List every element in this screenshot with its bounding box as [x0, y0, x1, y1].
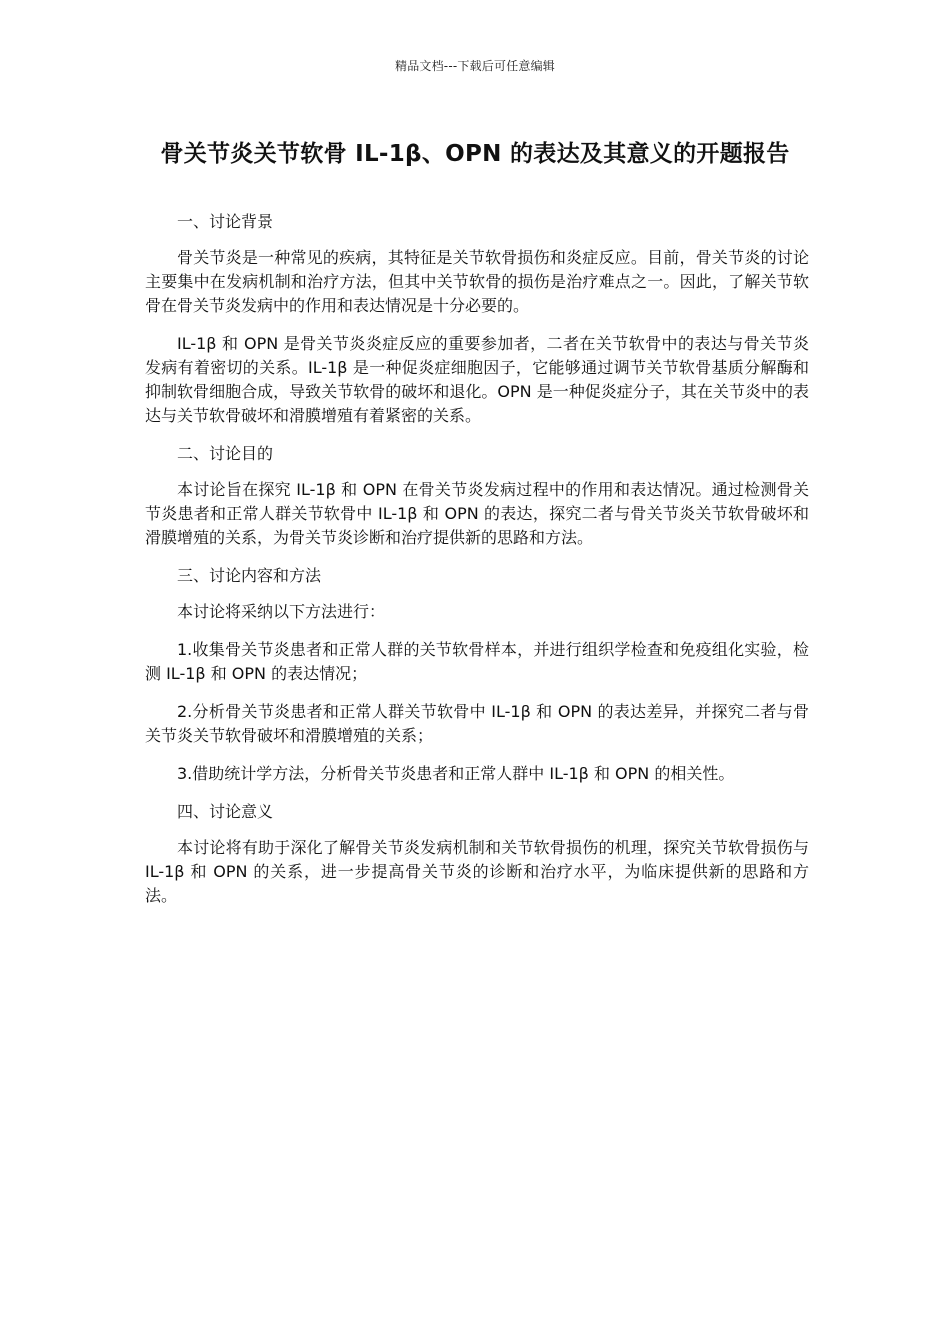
paragraph-methods-intro: 本讨论将采纳以下方法进行：: [177, 602, 386, 621]
section-heading-purpose: 二、讨论目的: [177, 444, 274, 463]
paragraph-purpose-1: 本讨论旨在探究 IL-1β 和 OPN 在骨关节炎发病过程中的作用和表达情况。通过检测骨关节炎患者和正常人群关节软骨中 IL-1β 和 OPN 的表达，探究二者与骨关节炎关节软骨破坏和滑膜增殖的关系，为骨关节炎诊断和治疗提供新的思路和方法。: [145, 480, 809, 547]
header-note: 精品文档---下载后可任意编辑: [395, 59, 555, 73]
list-item-method-3: 3.借助统计学方法，分析骨关节炎患者和正常人群中 IL-1β 和 OPN 的相关性。: [177, 764, 735, 783]
section-heading-significance: 四、讨论意义: [177, 802, 274, 821]
paragraph-significance-1: 本讨论将有助于深化了解骨关节炎发病机制和关节软骨损伤的机理，探究关节软骨损伤与 IL-1β 和 OPN 的关系，进一步提高骨关节炎的诊断和治疗水平，为临床提供新的思路和方法。: [145, 838, 809, 905]
paragraph-background-1: 骨关节炎是一种常见的疾病，其特征是关节软骨损伤和炎症反应。目前，骨关节炎的讨论主要集中在发病机制和治疗方法，但其中关节软骨的损伤是治疗难点之一。因此，了解关节软骨在骨关节炎发病中的作用和表达情况是十分必要的。: [145, 248, 809, 315]
section-heading-background: 一、讨论背景: [177, 212, 274, 231]
document-title: 骨关节炎关节软骨 IL-1β、OPN 的表达及其意义的开题报告: [160, 141, 790, 167]
list-item-method-1: 1.收集骨关节炎患者和正常人群的关节软骨样本，并进行组织学检查和免疫组化实验，检测 IL-1β 和 OPN 的表达情况；: [145, 640, 809, 683]
list-item-method-2: 2.分析骨关节炎患者和正常人群关节软骨中 IL-1β 和 OPN 的表达差异，并探究二者与骨关节炎关节软骨破坏和滑膜增殖的关系；: [145, 702, 809, 745]
section-heading-methods: 三、讨论内容和方法: [177, 566, 322, 585]
paragraph-background-2: IL-1β 和 OPN 是骨关节炎炎症反应的重要参加者，二者在关节软骨中的表达与骨关节炎发病有着密切的关系。IL-1β 是一种促炎症细胞因子，它能够通过调节关节软骨基质分解酶和抑制软骨细胞合成，导致关节软骨的破坏和退化。OPN 是一种促炎症分子，其在关节炎中的表达与关节软骨破坏和滑膜增殖有着紧密的关系。: [145, 334, 809, 425]
document-body: [145, 210, 809, 922]
